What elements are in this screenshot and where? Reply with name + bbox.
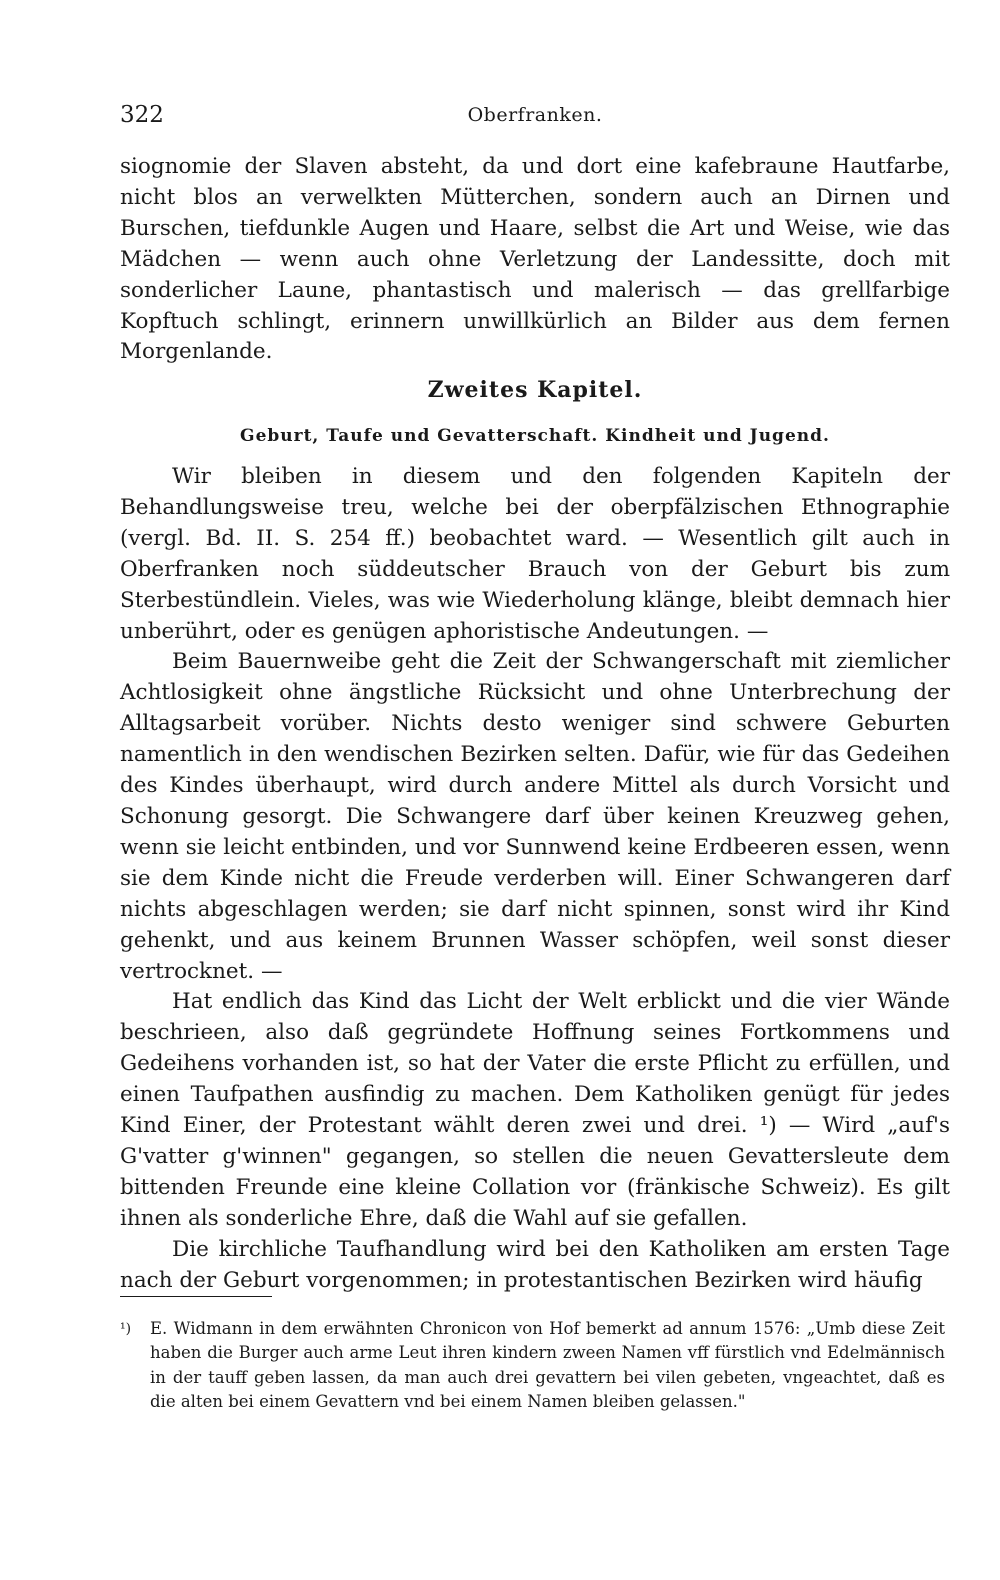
footnote-text: E. Widmann in dem erwähnten Chronicon von Hof bemerkt ad annum 1576: „Umb diese Zeit haben die Burger auch arme Leut ihren kindern zween Namen vff fürstlich vnd Edelmännisch in der tauff geben lassen, da man auch drei gevattern bei vilen gebeten, vngeachtet, daß es die alten bei einem Gevattern vnd bei einem Namen bleiben gelassen." xyxy=(150,1319,945,1412)
page-header xyxy=(120,102,950,134)
paragraph: Die kirchliche Taufhandlung wird bei den Katholiken am ersten Tage nach der Geburt vorgenommen; in protestantischen Bezirken wird häufig xyxy=(120,1236,950,1293)
intro-text-block xyxy=(120,152,950,368)
paragraph: Beim Bauernweibe geht die Zeit der Schwangerschaft mit ziemlicher Achtlosigkeit ohne ängstliche Rücksicht und ohne Unterbrechung der Alltagsarbeit vorüber. Nichts desto weniger sind schwere Geburten namentlich in den wendischen Bezirken selten. Dafür, wie für das Gedeihen des Kindes überhaupt, wird durch andere Mittel als durch Vorsicht und Schonung gesorgt. Die Schwangere darf über keinen Kreuzweg gehen, wenn sie leicht entbinden, und vor Sunnwend keine Erdbeeren essen, wenn sie dem Kinde nicht die Freude verderben will. Einer Schwangeren darf nichts abgeschlagen werden; sie darf nicht spinnen, sonst wird ihr Kind gehenkt, und aus keinem Brunnen Wasser schöpfen, weil sonst dieser vertrocknet. — xyxy=(120,649,950,984)
running-head: Oberfranken. xyxy=(467,104,603,126)
chapter-title: Zweites Kapitel. xyxy=(427,377,643,403)
footnote-marker: ¹) xyxy=(120,1321,132,1337)
footnote-divider xyxy=(120,1296,272,1297)
chapter-text-block xyxy=(120,462,950,1296)
page-number: 322 xyxy=(120,102,164,128)
section-title: Geburt, Taufe und Gevatterschaft. Kindheit und Jugend. xyxy=(240,426,830,446)
paragraph: Hat endlich das Kind das Licht der Welt erblickt und die vier Wände beschrieen, also daß gegründete Hoffnung seines Fortkommens und Gedeihens vorhanden ist, so hat der Vater die erste Pflicht zu erfüllen, und einen Taufpathen ausfindig zu machen. Dem Katholiken genügt für jedes Kind Einer, der Protestant wählt deren zwei und drei. ¹) — Wird „auf's G'vatter g'winnen" gegangen, so stellen die neuen Gevattersleute dem bittenden Freunde eine kleine Collation vor (fränkische Schweiz). Es gilt ihnen als sonderliche Ehre, daß die Wahl auf sie gefallen. xyxy=(120,989,950,1231)
intro-paragraph: siognomie der Slaven absteht, da und dort eine kafebraune Hautfarbe, nicht blos an verwelkten Mütterchen, sondern auch an Dirnen und Burschen, tiefdunkle Augen und Haare, selbst die Art und Weise, wie das Mädchen — wenn auch ohne Verletzung der Landessitte, doch mit sonderlicher Laune, phantastisch und malerisch — das grellfarbige Kopftuch schlingt, erinnern unwillkürlich an Bilder aus dem fernen Morgenlande. xyxy=(120,154,950,365)
paragraph: Wir bleiben in diesem und den folgenden Kapiteln der Behandlungsweise treu, welche bei der oberpfälzischen Ethnographie (vergl. Bd. II. S. 254 ff.) beobachtet ward. — Wesentlich gilt auch in Oberfranken noch süddeutscher Brauch von der Geburt bis zum Sterbestündlein. Vieles, was wie Wiederholung klänge, bleibt demnach hier unberührt, oder es genügen aphoristische Andeutungen. — xyxy=(120,464,950,644)
footnote xyxy=(120,1317,945,1415)
